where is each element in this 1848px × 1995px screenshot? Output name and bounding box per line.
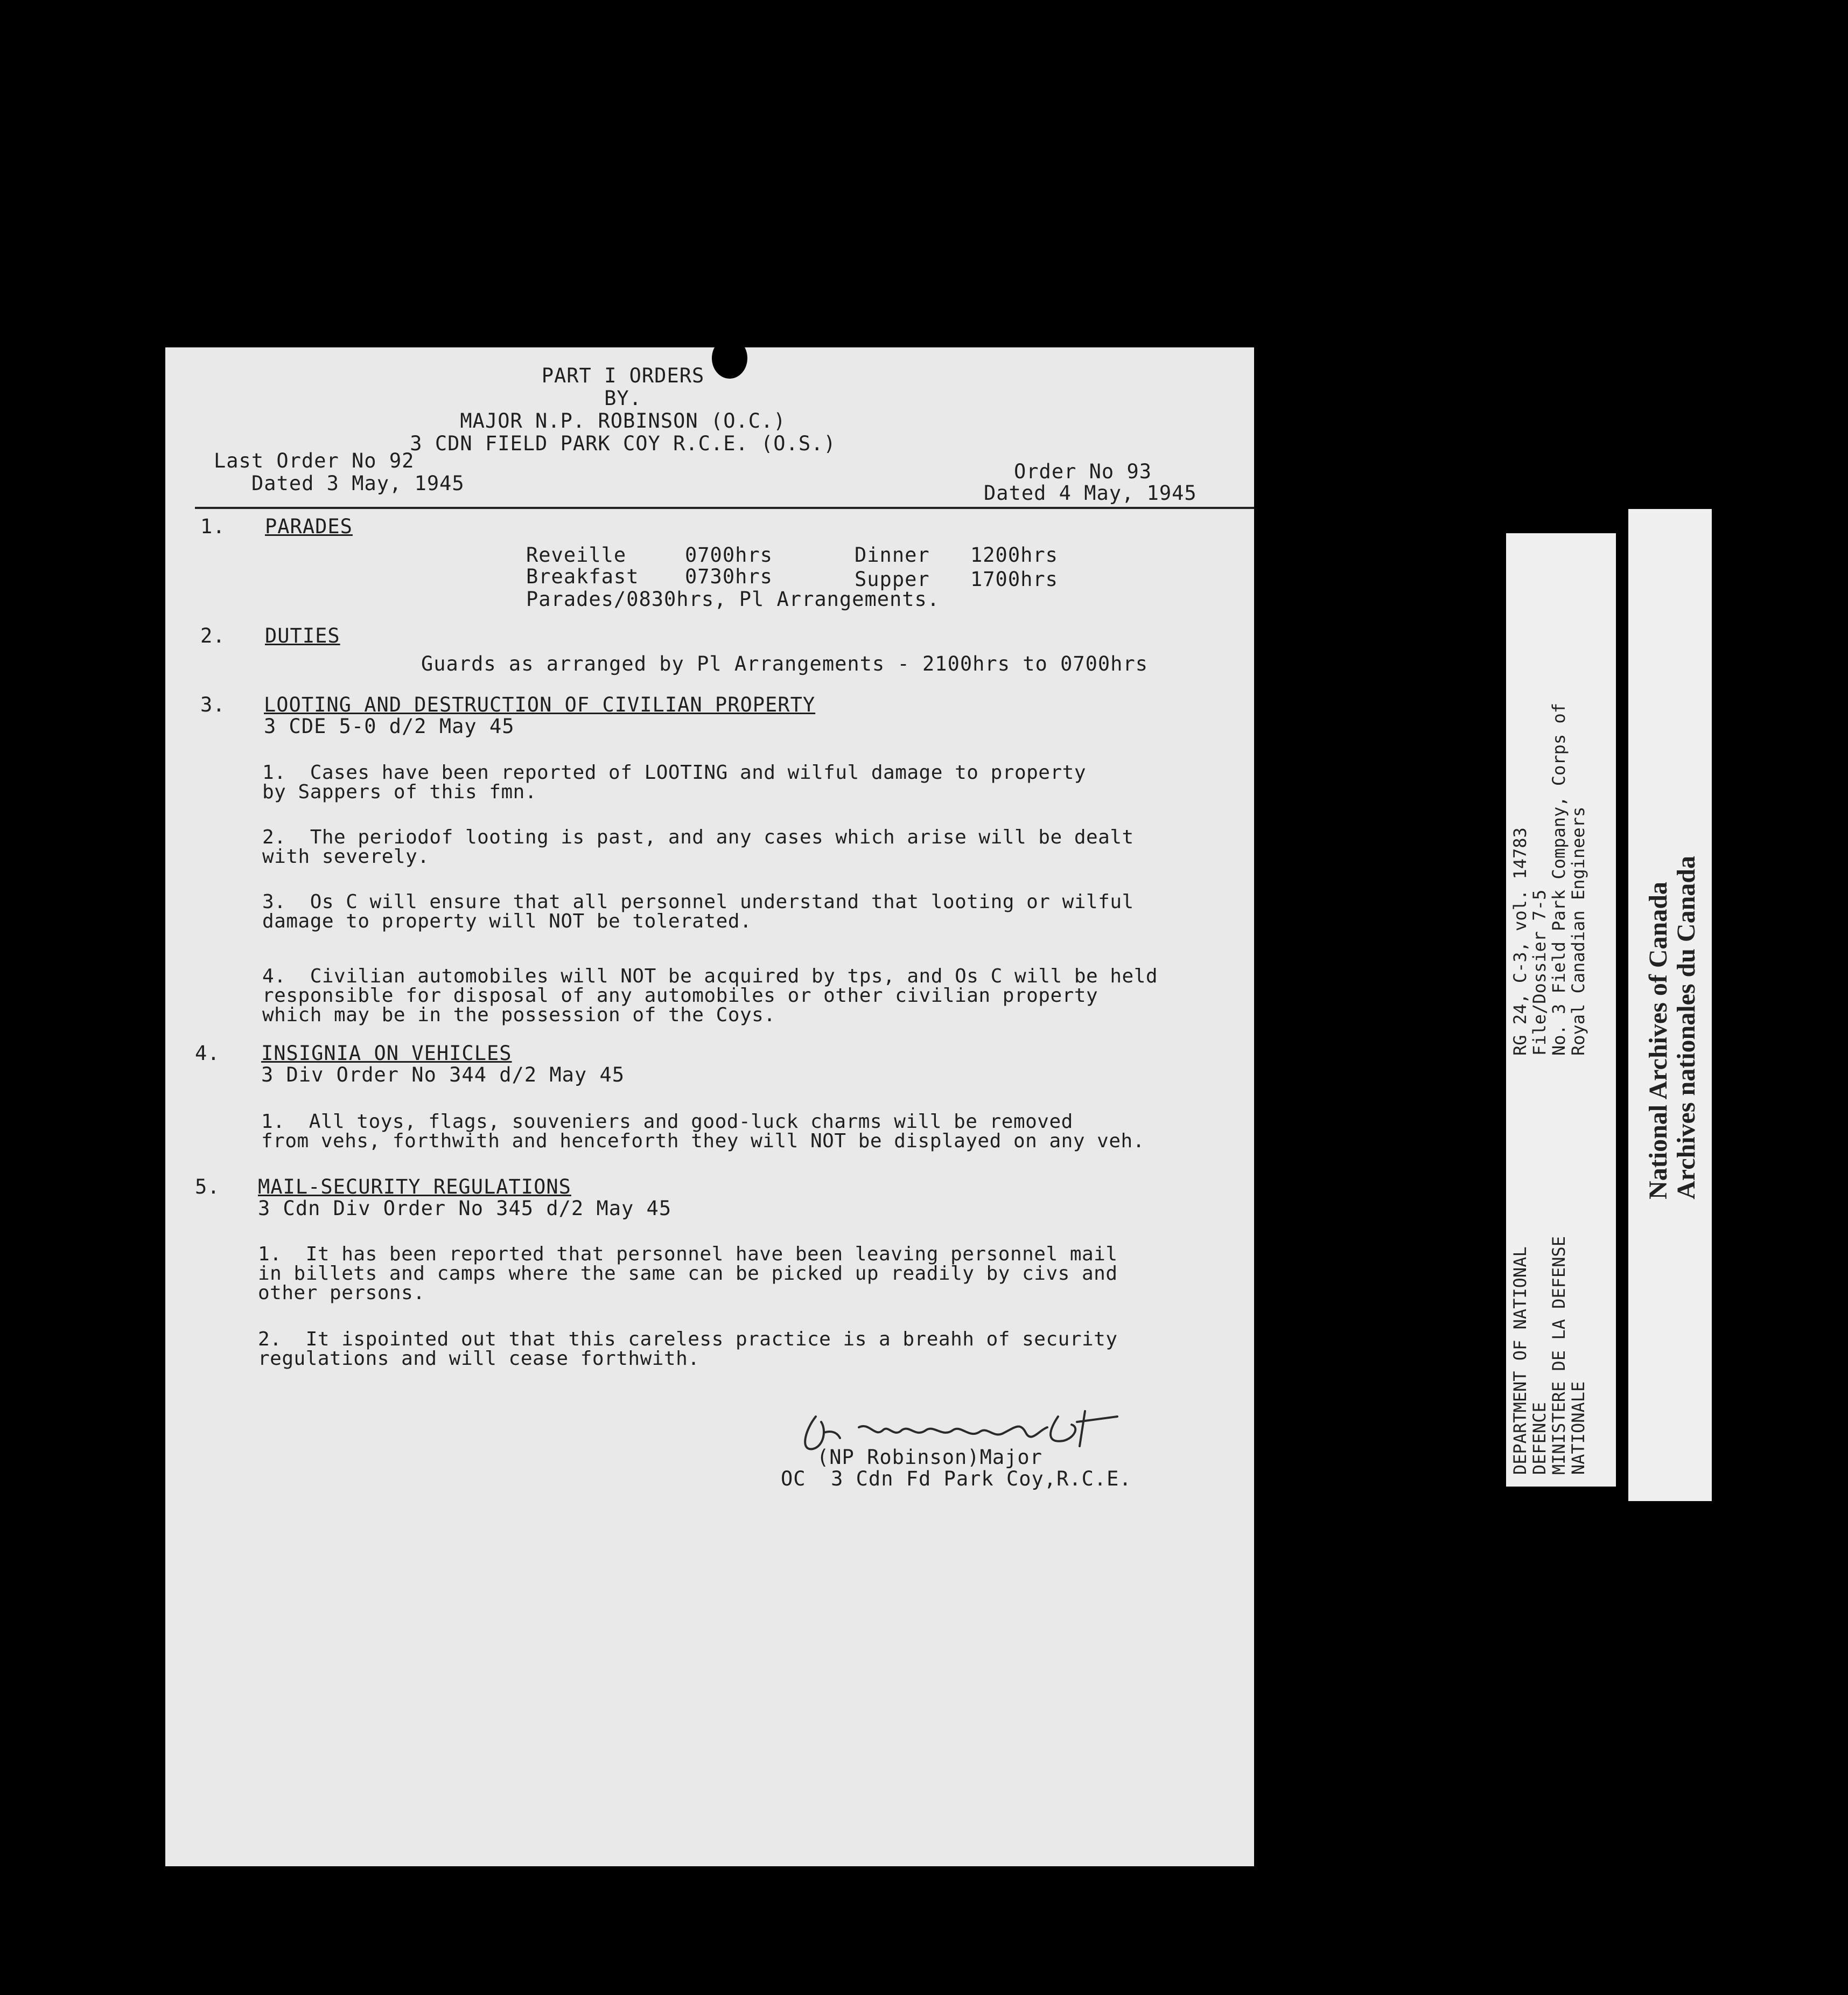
section-number: 3. <box>200 693 226 716</box>
header-rule <box>195 507 1254 509</box>
signatory-name: (NP Robinson)Major <box>817 1446 1042 1469</box>
duties-line: Guards as arranged by Pl Arrangements - 2100hrs to 0700hrs <box>421 652 1149 675</box>
parade-time: 0700hrs <box>685 543 773 567</box>
parade-item: Dinner <box>855 543 930 567</box>
order-date: Dated 4 May, 1945 <box>984 482 1197 505</box>
paragraph: 2. The periodof looting is past, and any cases which arise will be dealt with severely. <box>262 826 1134 868</box>
parade-item: Supper <box>855 568 930 591</box>
section-heading: INSIGNIA ON VEHICLES <box>261 1042 512 1065</box>
paragraph: 4. Civilian automobiles will NOT be acquired by tps, and Os C will be held responsible for disposal of any automobiles or other civilian property which may be in the possession of the Coys. <box>262 965 1158 1026</box>
section-reference: 3 CDE 5-0 d/2 May 45 <box>264 715 515 738</box>
last-order: Last Order No 92 <box>214 449 415 472</box>
parade-item: Breakfast <box>526 565 639 588</box>
parade-time: 1700hrs <box>970 568 1058 591</box>
parade-item: Reveille <box>526 543 627 567</box>
section-heading: DUTIES <box>265 624 340 647</box>
section-number: 1. <box>200 515 226 538</box>
section-number: 5. <box>195 1175 220 1198</box>
section-number: 4. <box>195 1042 220 1065</box>
unit-name: 3 CDN FIELD PARK COY R.C.E. (O.S.) <box>410 432 836 455</box>
issuer: MAJOR N.P. ROBINSON (O.C.) <box>460 409 786 433</box>
paragraph: 3. Os C will ensure that all personnel understand that looting or wilful damage to property will NOT be tolerated. <box>262 891 1134 932</box>
archive-reference-label <box>1506 533 1616 1487</box>
paragraph: 1. All toys, flags, souveniers and good-luck charms will be removed from vehs, forthwith and henceforth they will NOT be displayed on any veh. <box>261 1111 1145 1152</box>
signatory-title: OC 3 Cdn Fd Park Coy,R.C.E. <box>781 1467 1132 1490</box>
section-reference: 3 Div Order No 344 d/2 May 45 <box>261 1063 625 1086</box>
national-archives-label <box>1628 509 1712 1501</box>
section-heading: LOOTING AND DESTRUCTION OF CIVILIAN PROPERTY <box>264 693 816 716</box>
archive-file-reference: RG 24, C-3, vol. 14783 File/Dossier 7-5 No. 3 Field Park Company, Corps of Royal Canadian Engineers <box>1510 702 1588 1056</box>
parade-time: 0730hrs <box>685 565 773 588</box>
archive-department: DEPARTMENT OF NATIONAL DEFENCE MINISTERE DE LA DEFENSE NATIONALE <box>1510 1236 1588 1475</box>
paragraph: 2. It ispointed out that this careless practice is a breahh of security regulations and will cease forthwith. <box>258 1328 1118 1370</box>
by-line: BY. <box>604 387 642 410</box>
national-archives-title: National Archives of Canada Archives nationales du Canada <box>1644 856 1700 1199</box>
paragraph: 1. Cases have been reported of LOOTING and wilful damage to property by Sappers of this fmn. <box>262 762 1086 803</box>
order-number: Order No 93 <box>1014 460 1152 483</box>
parade-time: 1200hrs <box>970 543 1058 567</box>
section-number: 2. <box>200 624 226 647</box>
section-reference: 3 Cdn Div Order No 345 d/2 May 45 <box>258 1197 672 1220</box>
order-document <box>165 347 1254 1866</box>
parade-line: Parades/0830hrs, Pl Arrangements. <box>526 588 940 611</box>
paragraph: 1. It has been reported that personnel have been leaving personnel mail in billets and camps where the same can be picked up readily by civs and other persons. <box>258 1243 1118 1304</box>
section-heading: PARADES <box>265 515 353 538</box>
section-heading: MAIL-SECURITY REGULATIONS <box>258 1175 571 1198</box>
last-order-date: Dated 3 May, 1945 <box>251 472 465 495</box>
document-title: PART I ORDERS <box>541 364 705 387</box>
